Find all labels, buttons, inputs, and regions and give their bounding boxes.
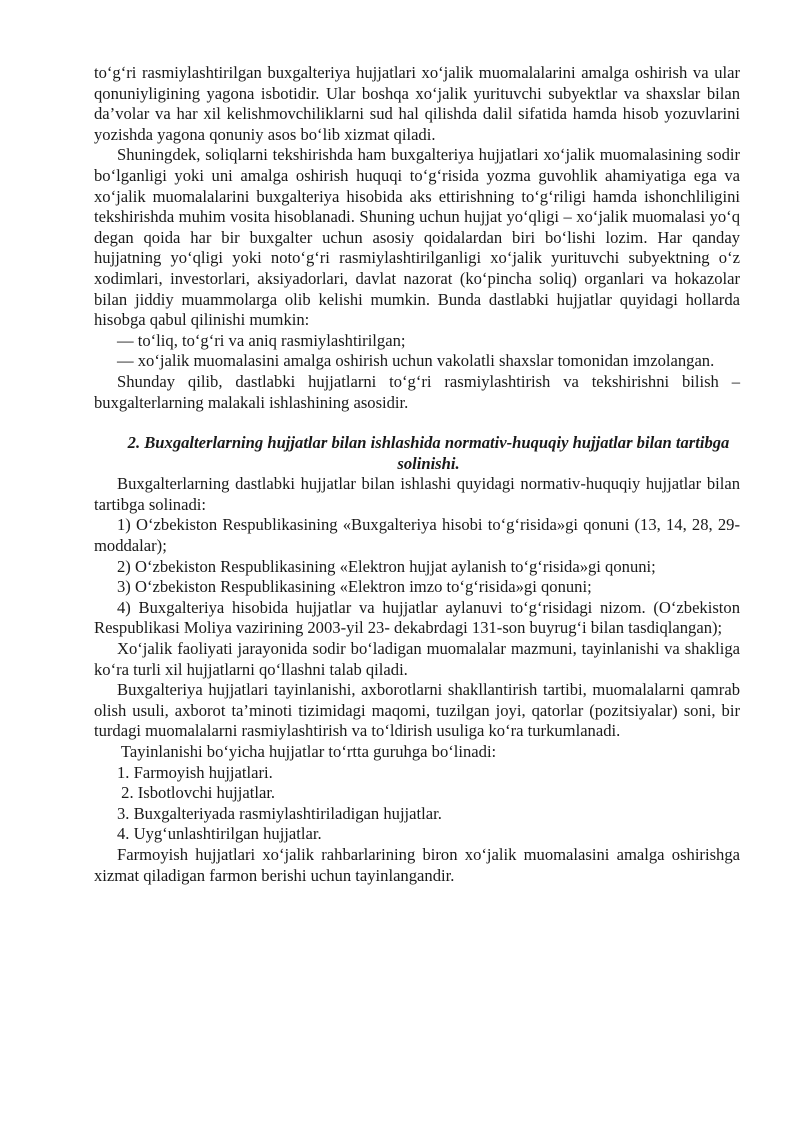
paragraph-tax-inspection: Shuningdek, soliqlarni tekshirishda ham buxgalteriya hujjatlari xo‘jalik muomalasining sodir bo‘lganligi yoki uni amalga oshirish huquqi to‘g‘risida yozma guvohlik ahamiyatiga ega va xo‘jalik muomalalarini buxgalteriya hisobida aks ettirishning to‘g‘riligi hamda ishonchliligini tekshirishda muhim vosita hisoblanadi. Shuning uchun hujjat yo‘qligi – xo‘jalik muomalasi yo‘q degan qoida har bir buxgalter uchun asosiy qoidalardan biri bo‘lishi lozim. Har qanday hujjatning yo‘qligi yoki noto‘g‘ri rasmiylashtirilganligi xo‘jalik yurituvchi subyektning o‘z xodimlari, investorlari, aksiyadorlari, davlat nazorat (ko‘pincha soliq) organlari va hokazolar bilan jiddiy muammolarga olib kelishi mumkin. Bunda dastlabki hujjatlar quyidagi hollarda hisobga qabul qilinishi mumkin:: [94, 145, 740, 330]
paragraph-section-intro: Buxgalterlarning dastlabki hujjatlar bilan ishlashi quyidagi normativ-huquqiy hujjatlar bilan tartibga solinadi:: [94, 474, 740, 514]
paragraph-continuation: to‘g‘ri rasmiylashtirilgan buxgalteriya hujjatlari xo‘jalik muomalalarini amalga oshirish va ular qonuniyligining yagona isbotidir. Ular boshqa xo‘jalik yurituvchi subyektlar va shaxslar bilan da’volar va har xil kelishmovchiliklarni sud hal qilishda dalil sifatida hamda hisob yozuvlarini yozishda yagona qonuniy asos bo‘lib xizmat qiladi.: [94, 63, 740, 144]
group-item-3: 3. Buxgalteriyada rasmiylashtiriladigan hujjatlar.: [117, 803, 442, 823]
law-item-1: 1) O‘zbekiston Respublikasining «Buxgalteriya hisobi to‘g‘risida»gi qonuni (13, 14, 28, 29-moddalar);: [94, 515, 740, 556]
paragraph-operations: Xo‘jalik faoliyati jarayonida sodir bo‘ladigan muomalalar mazmuni, tayinlanishi va shakliga ko‘ra turli xil hujjatlarni qo‘llashni talab qiladi.: [94, 639, 740, 679]
paragraph-classification: Buxgalteriya hujjatlari tayinlanishi, axborotlarni shakllantirish tartibi, muomalalarni qamrab olish usuli, axborot ta’minoti tizimidagi maqomi, tuzilgan joyi, qatorlar (pozitsiyalar) soni, bir turdagi muomalalarni rasmiylashtirish va to‘ldirish usuliga ko‘ra turkumlanadi.: [94, 680, 740, 741]
dash-item-1: — to‘liq, to‘g‘ri va aniq rasmiylashtirilgan;: [117, 330, 406, 350]
group-item-1: 1. Farmoyish hujjatlari.: [117, 762, 273, 782]
section-gap: [94, 413, 740, 433]
paragraph-final: Farmoyish hujjatlari xo‘jalik rahbarlarining biron xo‘jalik muomalasini amalga oshirishga xizmat qiladigan farmon berishi uchun tayinlangandir.: [94, 844, 740, 885]
dash-item-2: — xo‘jalik muomalasini amalga oshirish uchun vakolatli shaxslar tomonidan imzolangan.: [117, 351, 715, 371]
group-item-2: 2. Isbotlovchi hujjatlar.: [117, 783, 276, 803]
groups-intro: Tayinlanishi bo‘yicha hujjatlar to‘rtta guruhga bo‘linadi:: [117, 742, 497, 761]
group-item-4: 4. Uyg‘unlashtirilgan hujjatlar.: [117, 824, 322, 844]
law-item-3: 3) O‘zbekiston Respublikasining «Elektron imzo to‘g‘risida»gi qonuni;: [117, 577, 592, 597]
paragraph-conclusion: Shunday qilib, dastlabki hujjatlarni to‘g‘ri rasmiylashtirish va tekshirishni bilish – buxgalterlarning malakali ishlashining asosidir.: [94, 371, 740, 412]
document-page: [94, 63, 740, 886]
section-heading: 2. Buxgalterlarning hujjatlar bilan ishlashida normativ-huquqiy hujjatlar bilan tartibga solinishi.: [127, 433, 730, 473]
law-item-2: 2) O‘zbekiston Respublikasining «Elektron hujjat aylanish to‘g‘risida»gi qonuni;: [117, 556, 656, 576]
law-item-4: 4) Buxgalteriya hisobida hujjatlar va hujjatlar aylanuvi to‘g‘risidagi nizom. (O‘zbekiston Respublikasi Moliya vazirining 2003-yil 23- dekabrdagi 131-son buyrug‘i bilan tasdiqlangan);: [94, 597, 740, 638]
